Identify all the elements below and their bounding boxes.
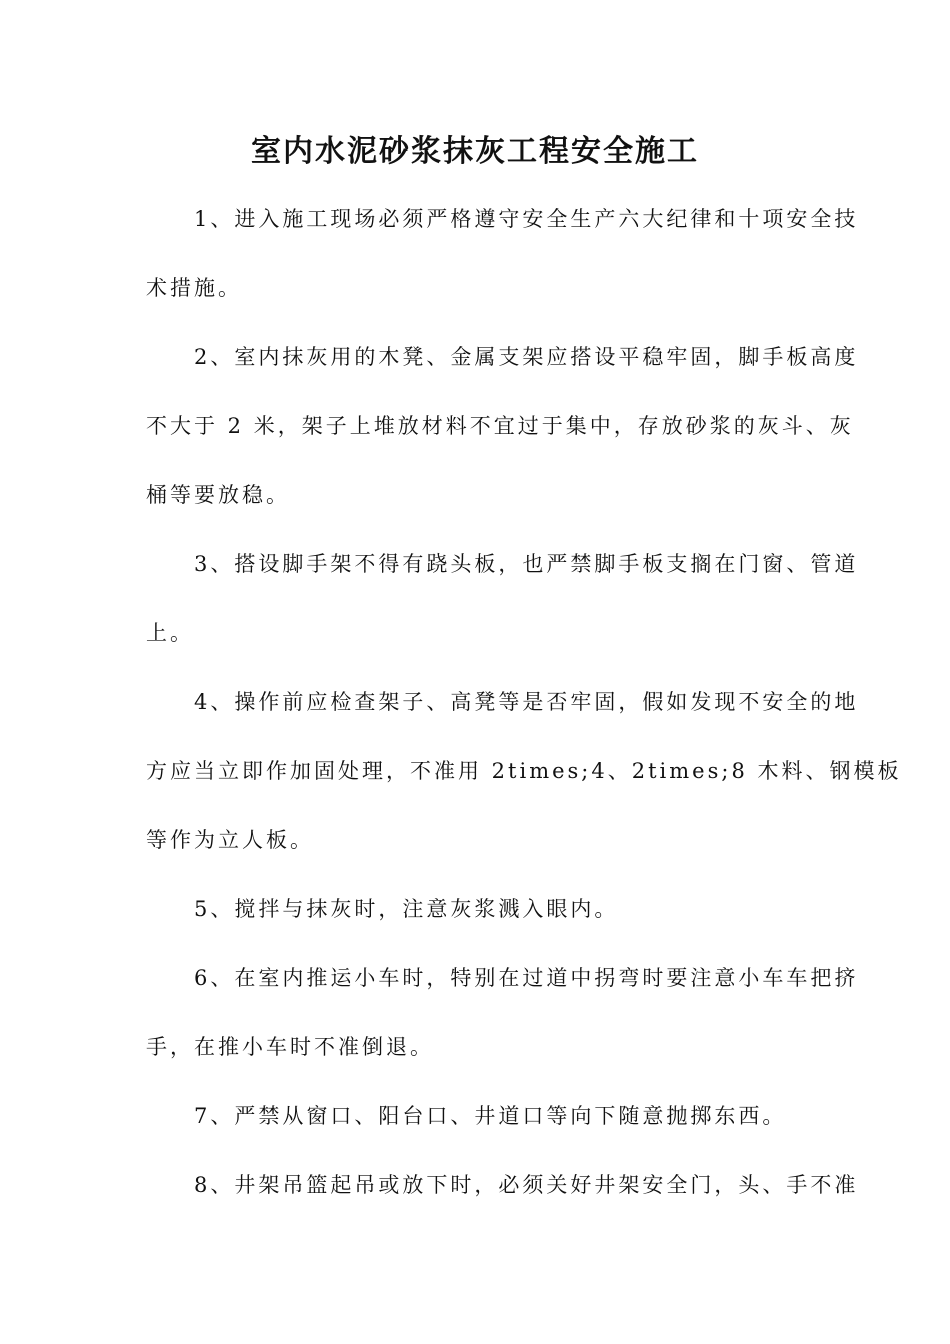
paragraph-4 [146, 679, 902, 863]
paragraph-line: 上。 [146, 621, 194, 645]
paragraph-8 [146, 1162, 859, 1208]
paragraph-1 [146, 196, 859, 311]
document-title: 室内水泥砂浆抹灰工程安全施工 [251, 134, 699, 169]
paragraph-line: 8、井架吊篮起吊或放下时，必须关好井架安全门，头、手不准 [194, 1173, 859, 1197]
paragraph-line: 6、在室内推运小车时，特别在过道中拐弯时要注意小车车把挤 [194, 966, 859, 990]
paragraph-7 [146, 1093, 806, 1139]
paragraph-line: 3、搭设脚手架不得有跷头板，也严禁脚手板支搁在门窗、管道 [194, 552, 859, 576]
paragraph-line: 方应当立即作加固处理，不准用 2times;4、2times;8 木料、钢模板 [146, 759, 902, 783]
paragraph-2 [146, 334, 859, 518]
paragraph-line: 5、搅拌与抹灰时，注意灰浆溅入眼内。 [194, 897, 619, 921]
paragraph-line: 1、进入施工现场必须严格遵守安全生产六大纪律和十项安全技 [194, 207, 859, 231]
paragraph-6 [146, 955, 859, 1070]
paragraph-3 [146, 541, 859, 656]
paragraph-line: 不大于 2 米，架子上堆放材料不宜过于集中，存放砂浆的灰斗、灰 [146, 414, 854, 438]
paragraph-line: 桶等要放稳。 [146, 483, 290, 507]
document-body [146, 196, 902, 1231]
paragraph-line: 等作为立人板。 [146, 828, 314, 852]
paragraph-line: 2、室内抹灰用的木凳、金属支架应搭设平稳牢固，脚手板高度 [194, 345, 859, 369]
paragraph-line: 7、严禁从窗口、阳台口、井道口等向下随意抛掷东西。 [194, 1104, 787, 1128]
paragraph-5 [146, 886, 806, 932]
paragraph-line: 术措施。 [146, 276, 242, 300]
paragraph-line: 4、操作前应检查架子、高凳等是否牢固，假如发现不安全的地 [194, 690, 859, 714]
paragraph-line: 手，在推小车时不准倒退。 [146, 1035, 434, 1059]
